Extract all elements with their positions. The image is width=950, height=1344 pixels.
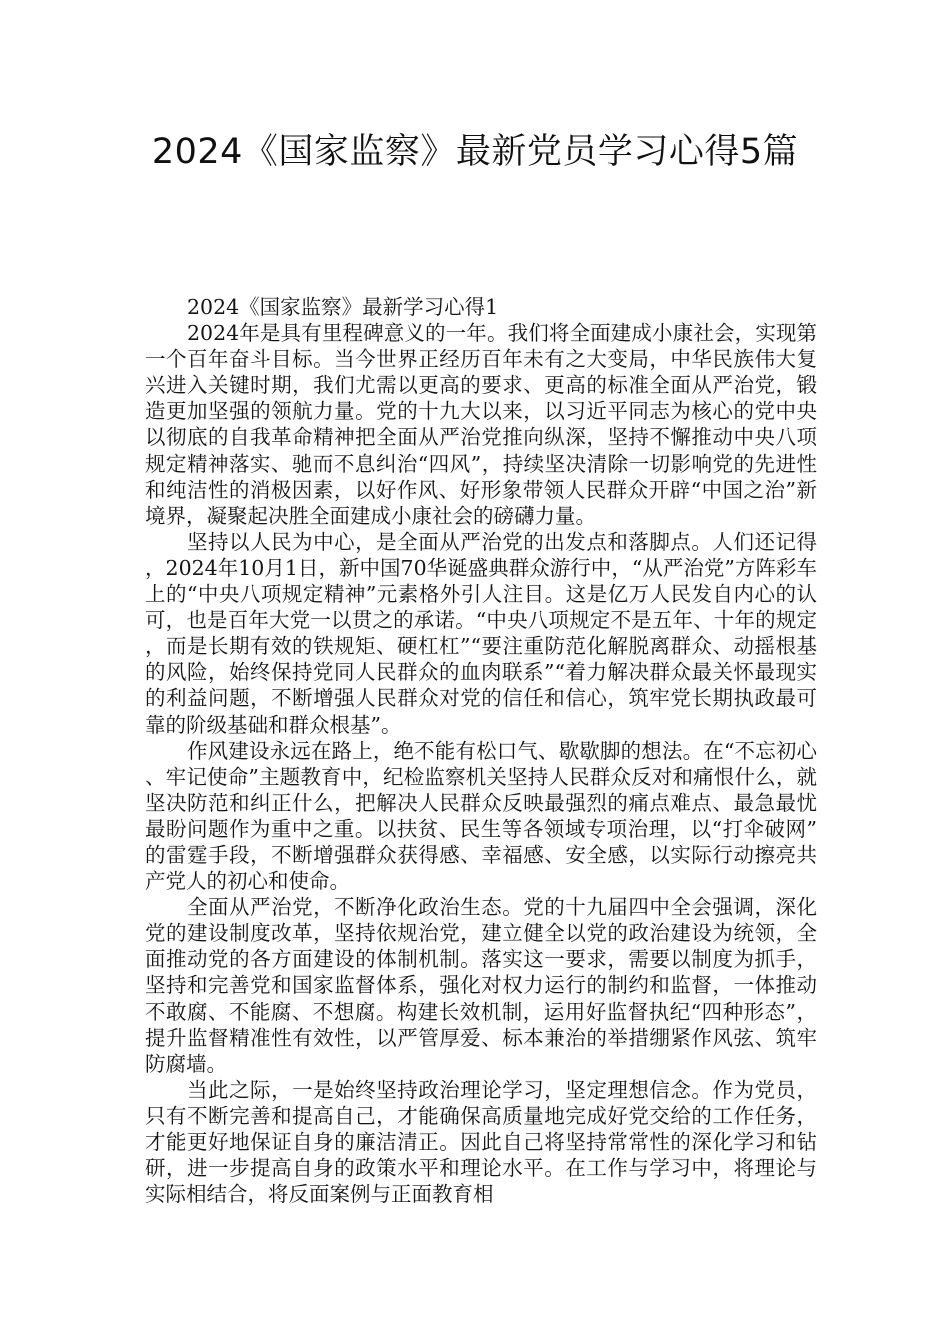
document-body — [145, 294, 817, 1207]
paragraph-5: 当此之际，一是始终坚持政治理论学习，坚定理想信念。作为党员，只有不断完善和提高自己，才能确保高质量地完成好党交给的工作任务，才能更好地保证自身的廉洁清正。因此自己将坚持常常性的深化学习和钻研，进一步提高自身的政策水平和理论水平。在工作与学习中，将理论与实际相结合，将反面案例与正面教育相 — [145, 1077, 817, 1207]
paragraph-2: 坚持以人民为中心，是全面从严治党的出发点和落脚点。人们还记得，2024年10月1日，新中国70华诞盛典群众游行中，“从严治党”方阵彩车上的“中央八项规定精神”元素格外引人注目。这是亿万人民发自内心的认可，也是百年大党一以贯之的承诺。“中央八项规定不是五年、十年的规定，而是长期有效的铁规矩、硬杠杠”“要注重防范化解脱离群众、动摇根基的风险，始终保持党同人民群众的血肉联系”“着力解决群众最关怀最现实的利益问题，不断增强人民群众对党的信任和信心，筑牢党长期执政最可靠的阶级基础和群众根基”。 — [145, 529, 817, 737]
section-heading: 2024《国家监察》最新学习心得1 — [187, 295, 499, 319]
paragraph-4: 全面从严治党，不断净化政治生态。党的十九届四中全会强调，深化党的建设制度改革，坚持依规治党，建立健全以党的政治建设为统领，全面推动党的各方面建设的体制机制。落实这一要求，需要以制度为抓手，坚持和完善党和国家监督体系，强化对权力运行的制约和监督，一体推动不敢腐、不能腐、不想腐。构建长效机制，运用好监督执纪“四种形态”，提升监督精准性有效性，以严管厚爱、标本兼治的举措绷紧作风弦、筑牢防腐墙。 — [145, 895, 817, 1076]
paragraph-3: 作风建设永远在路上，绝不能有松口气、歇歇脚的想法。在“不忘初心、牢记使命”主题教育中，纪检监察机关坚持人民群众反对和痛恨什么，就坚决防范和纠正什么，把解决人民群众反映最强烈的痛点难点、最急最忧最盼问题作为重中之重。以扶贫、民生等各领域专项治理，以“打伞破网”的雷霆手段，不断增强群众获得感、幸福感、安全感，以实际行动擦亮共产党人的初心和使命。 — [145, 738, 817, 894]
document-title: 2024《国家监察》最新党员学习心得5篇 — [151, 132, 799, 172]
paragraph-1: 2024年是具有里程碑意义的一年。我们将全面建成小康社会，实现第一个百年奋斗目标。当今世界正经历百年未有之大变局，中华民族伟大复兴进入关键时期，我们尤需以更高的要求、更高的标准全面从严治党，锻造更加坚强的领航力量。党的十九大以来，以习近平同志为核心的党中央以彻底的自我革命精神把全面从严治党推向纵深，坚持不懈推动中央八项规定精神落实、驰而不息纠治“四风”，持续坚决清除一切影响党的先进性和纯洁性的消极因素，以好作风、好形象带领人民群众开辟“中国之治”新境界，凝聚起决胜全面建成小康社会的磅礴力量。 — [145, 321, 817, 528]
